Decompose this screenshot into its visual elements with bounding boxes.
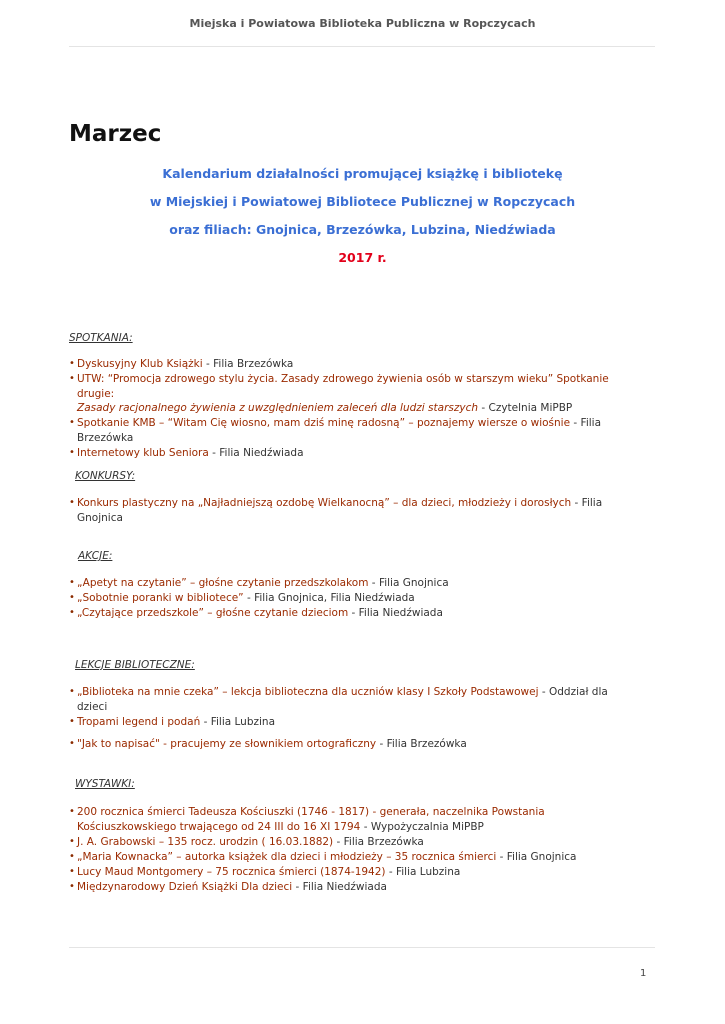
bullet-icon: • — [69, 607, 75, 618]
item-location: Filia Gnojnica, Filia Niedźwiada — [254, 592, 415, 604]
list-item — [69, 737, 639, 752]
item-location: Czytelnia MiPBP — [488, 402, 573, 414]
bullet-icon: • — [69, 715, 75, 727]
item-title: Internetowy klub Seniora — [77, 446, 209, 459]
item-location: Filia Niedźwiada — [358, 607, 443, 619]
item-location: Filia Brzezówka — [77, 417, 602, 444]
item-separator: - — [376, 738, 387, 750]
bullet-icon: • — [69, 577, 75, 588]
item-title: „Maria Kownacka” – autorka książek dla dzieci i młodzieży – 35 rocznica śmierci — [77, 850, 497, 863]
list-item — [69, 606, 639, 621]
section-title-spotkania: SPOTKANIA: — [69, 332, 133, 344]
item-title: "Jak to napisać" - pracujemy ze słownikiem ortograficzny — [77, 738, 377, 750]
item-title: J. A. Grabowski – 135 rocz. urodzin ( 16.03.1882) — [77, 835, 334, 848]
item-location: Filia Gnojnica — [378, 577, 449, 589]
item-location: Filia Brzezówka — [343, 835, 424, 848]
bullet-icon: • — [69, 835, 75, 847]
item-title: Konkurs plastyczny na „Najładniejszą ozdobę Wielkanocną” – dla dzieci, młodzieży i dorosłych — [77, 497, 572, 509]
list-item — [69, 416, 639, 445]
item-title: Tropami legend i podań — [77, 715, 201, 728]
item-separator: - — [348, 607, 359, 619]
bullet-icon: • — [69, 358, 75, 369]
item-separator: - — [292, 880, 303, 893]
item-title: Spotkanie KMB – “Witam Cię wiosno, mam dziś minę radosną” – poznajemy wiersze o wiośnie — [77, 417, 571, 429]
item-title: Lucy Maud Montgomery – 75 rocznica śmierci (1874-1942) — [77, 865, 386, 878]
list-item — [69, 576, 639, 591]
item-title: „Czytające przedszkole” – głośne czytanie dzieciom — [77, 607, 349, 619]
item-location: Filia Brzezówka — [213, 358, 294, 370]
item-title: „Apetyt na czytanie” – głośne czytanie przedszkolakom — [77, 577, 369, 589]
item-title: Międzynarodowy Dzień Książki Dla dzieci — [77, 880, 293, 893]
subtitle-line-3: oraz filiach: Gnojnica, Brzezówka, Lubzina, Niedźwiada — [169, 222, 556, 237]
bullet-icon: • — [69, 373, 75, 384]
footer-divider — [69, 947, 655, 948]
item-title: 200 rocznica śmierci Tadeusza Kościuszki (1746 - 1817) - generała, naczelnika Powstania Kościuszkowskiego trwającego od 24 III do 16 XI 1794 — [77, 806, 545, 833]
item-separator: - — [202, 358, 214, 370]
subtitle-year: 2017 r. — [338, 250, 387, 265]
list-item — [69, 865, 639, 880]
list-wystawki — [69, 805, 639, 895]
list-item — [69, 372, 639, 416]
item-location: Wypożyczalnia MiPBP — [370, 820, 484, 833]
list-item — [69, 880, 639, 895]
item-separator: - — [368, 577, 379, 589]
item-separator: - — [360, 820, 371, 833]
list-item — [69, 685, 639, 714]
section-title-akcje: AKCJE: — [78, 550, 113, 562]
item-separator: - — [208, 446, 220, 459]
bullet-icon: • — [69, 738, 75, 749]
subtitle-line-1: Kalendarium działalności promującej książkę i bibliotekę — [162, 166, 563, 181]
list-item — [69, 835, 639, 850]
list-item — [69, 850, 639, 865]
list-item — [69, 805, 639, 834]
item-location: Filia Lubzina — [395, 865, 461, 878]
item-separator: - — [496, 850, 507, 863]
item-location: Filia Lubzina — [210, 715, 276, 728]
item-location: Filia Gnojnica — [506, 850, 577, 863]
bullet-icon: • — [69, 417, 75, 428]
list-item — [69, 446, 639, 461]
item-title: „Biblioteka na mnie czeka” – lekcja biblioteczna dla uczniów klasy I Szkoły Podstawowej — [77, 686, 539, 698]
bullet-icon: • — [69, 686, 75, 697]
bullet-icon: • — [69, 806, 75, 817]
list-item — [69, 496, 639, 525]
item-separator: - — [243, 592, 255, 604]
list-item — [69, 591, 639, 606]
list-spotkania — [69, 357, 639, 461]
list-item — [69, 715, 639, 730]
subtitle-line-2: w Miejskiej i Powiatowej Bibliotece Publicznej w Ropczycach — [149, 194, 576, 209]
bullet-icon: • — [69, 880, 75, 892]
item-title: „Sobotnie poranki w bibliotece” — [77, 592, 244, 604]
item-separator: - — [200, 715, 211, 728]
list-item — [69, 357, 639, 372]
item-title: Dyskusyjny Klub Książki — [77, 358, 203, 370]
list-lekcje — [69, 685, 639, 752]
page-header: Miejska i Powiatowa Biblioteka Publiczna w Ropczycach — [189, 17, 536, 30]
item-location: Oddział dla dzieci — [77, 686, 608, 713]
item-location: Filia Niedźwiada — [302, 880, 387, 893]
item-separator: - — [478, 402, 489, 414]
item-location: Filia Gnojnica — [77, 497, 603, 524]
item-location: Filia Niedźwiada — [219, 446, 304, 459]
item-location: Filia Brzezówka — [386, 738, 467, 750]
bullet-icon: • — [69, 497, 75, 508]
item-separator: - — [333, 835, 344, 848]
section-title-lekcje: LEKCJE BIBLIOTECZNE: — [75, 659, 195, 671]
bullet-icon: • — [69, 850, 75, 862]
item-title: UTW: “Promocja zdrowego stylu życia. Zasady zdrowego żywienia osób w starszym wieku” Spotkanie drugie: — [77, 373, 609, 400]
list-konkursy — [69, 496, 639, 526]
item-separator: - — [385, 865, 396, 878]
bullet-icon: • — [69, 592, 75, 603]
item-separator: - — [538, 686, 549, 698]
item-separator: - — [571, 497, 582, 509]
list-akcje — [69, 576, 639, 621]
item-separator: - — [570, 417, 581, 429]
bullet-icon: • — [69, 446, 75, 458]
page-title: Marzec — [69, 121, 162, 147]
item-subtitle: Zasady racjonalnego żywienia z uwzględnieniem zaleceń dla ludzi starszych — [77, 402, 479, 414]
bullet-icon: • — [69, 865, 75, 877]
section-title-konkursy: KONKURSY: — [75, 470, 136, 482]
header-divider — [69, 46, 655, 47]
section-title-wystawki: WYSTAWKI: — [75, 778, 135, 790]
page-number: 1 — [640, 968, 647, 979]
